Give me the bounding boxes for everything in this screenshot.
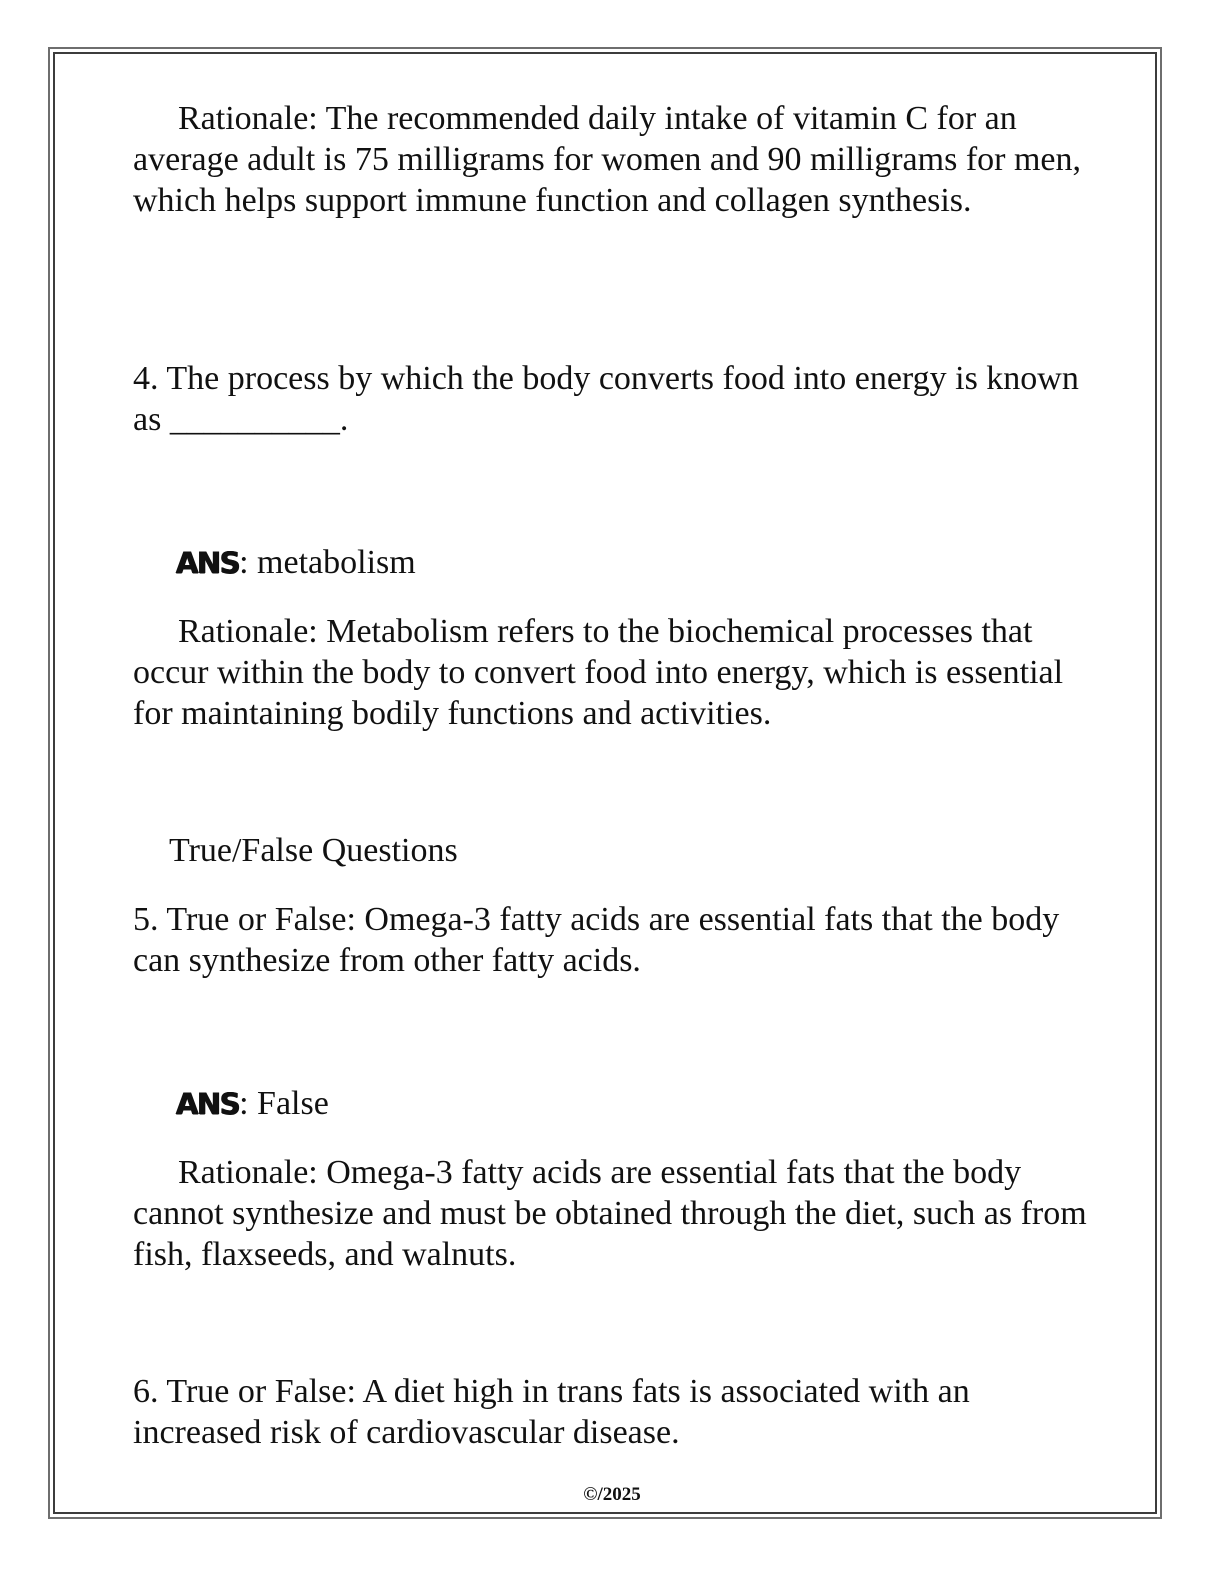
question-4: 4. The process by which the body converts food into energy is known as __________.	[133, 360, 1079, 438]
question-6: 6. True or False: A diet high in trans fats is associated with an increased risk of cardiovascular disease.	[133, 1373, 970, 1451]
answer-label: ANS	[176, 1087, 240, 1121]
rationale-4: Rationale: Metabolism refers to the biochemical processes that occur within the body to convert food into energy, which is essential for maintaining bodily functions and activities.	[133, 613, 1064, 732]
page-footer: ©/2025	[583, 1484, 641, 1505]
answer-5	[176, 1083, 329, 1125]
page-border-inner	[53, 52, 1157, 1514]
answer-value: : False	[239, 1085, 329, 1122]
rationale-5: Rationale: Omega-3 fatty acids are essential fats that the body cannot synthesize and must be obtained through the diet, such as from fish, flaxseeds, and walnuts.	[133, 1154, 1087, 1273]
question-5: 5. True or False: Omega-3 fatty acids are essential fats that the body can synthesize from other fatty acids.	[133, 901, 1060, 979]
answer-4	[176, 542, 416, 584]
answer-value: : metabolism	[239, 544, 416, 581]
section-heading: True/False Questions	[169, 832, 458, 869]
answer-label: ANS	[176, 546, 240, 580]
rationale-3: Rationale: The recommended daily intake of vitamin C for an average adult is 75 milligrams for women and 90 milligrams for men, which helps support immune function and collagen synthesis.	[133, 100, 1081, 219]
